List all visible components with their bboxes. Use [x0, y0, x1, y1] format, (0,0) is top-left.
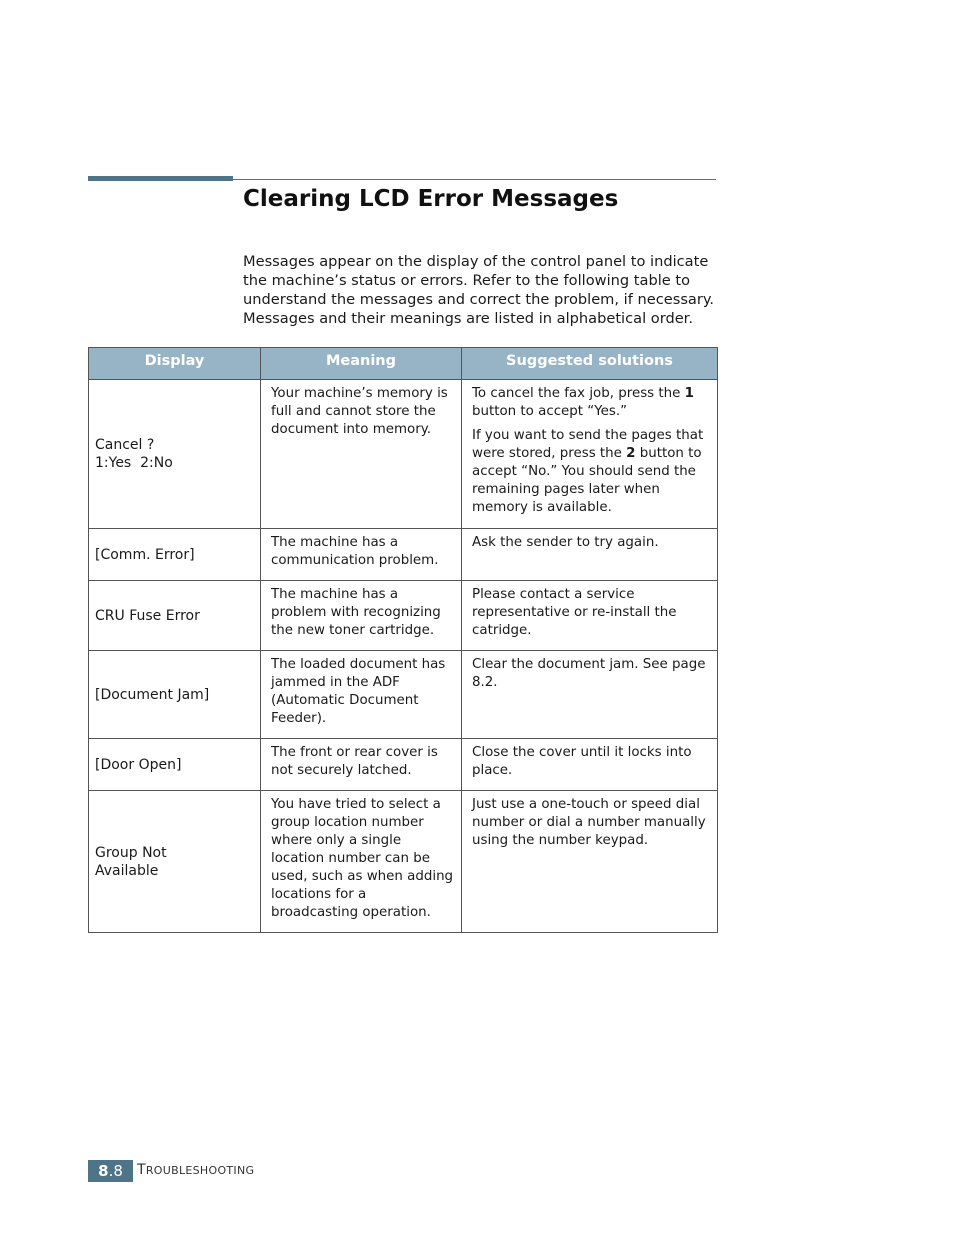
solution-cell — [462, 739, 718, 791]
meaning-cell: Your machine’s memory is full and cannot store the document into memory. — [261, 380, 462, 529]
header-meaning: Meaning — [261, 348, 462, 380]
key-label: 1 — [684, 386, 694, 401]
page-number: .8 — [108, 1162, 123, 1180]
display-text: [Document Jam] — [95, 686, 210, 703]
display-text: [Door Open] — [95, 756, 182, 773]
key-label: 2 — [626, 446, 636, 461]
solution-text: Close the cover until it locks into place. — [472, 745, 692, 778]
table-row — [89, 651, 718, 739]
table-row — [89, 739, 718, 791]
display-text: 1:Yes 2:No — [95, 455, 173, 471]
solution-cell — [462, 651, 718, 739]
display-cell — [89, 380, 261, 529]
meaning-cell: The machine has a communication problem. — [261, 529, 462, 581]
header-display: Display — [89, 348, 261, 380]
solution-text: If you want to send the pages that were stored, press the 2 button to accept “No.” You should send the remaining pages later when memory is available. — [472, 428, 704, 515]
display-text: [Comm. Error] — [95, 546, 195, 563]
table-row — [89, 529, 718, 581]
solution-text: Please contact a service representative or re-install the catridge. — [472, 587, 677, 638]
page-number-badge — [88, 1160, 133, 1182]
solution-text: To cancel the fax job, press the 1 button to accept “Yes.” — [472, 386, 694, 419]
display-cell — [89, 791, 261, 933]
table-row — [89, 380, 718, 529]
solution-cell — [462, 380, 718, 529]
display-text: Cancel ? — [95, 437, 155, 453]
chapter-number: 8 — [98, 1162, 109, 1180]
display-cell — [89, 529, 261, 581]
display-text: Group Not — [95, 844, 167, 861]
title-rule-thin — [233, 179, 716, 180]
display-cell — [89, 651, 261, 739]
page-title: Clearing LCD Error Messages — [243, 186, 619, 212]
meaning-cell: The machine has a problem with recognizing the new toner cartridge. — [261, 581, 462, 651]
solution-cell — [462, 791, 718, 933]
error-messages-table — [88, 347, 718, 933]
header-suggested-solutions: Suggested solutions — [462, 348, 718, 380]
meaning-cell: You have tried to select a group location number where only a single location number can be used, such as when adding locations for a broadcasting operation. — [261, 791, 462, 933]
intro-paragraph: Messages appear on the display of the control panel to indicate the machine’s status or errors. Refer to the following table to understand the messages and correct the problem, if necessary. Messages and their meanings are listed in alphabetical order. — [243, 253, 715, 327]
solution-text: Just use a one-touch or speed dial number or dial a number manually using the number keypad. — [472, 797, 706, 848]
table-header-row — [89, 348, 718, 380]
display-text: Available — [95, 862, 159, 879]
table-row — [89, 791, 718, 933]
table-row — [89, 581, 718, 651]
meaning-cell: The loaded document has jammed in the ADF (Automatic Document Feeder). — [261, 651, 462, 739]
solution-cell — [462, 529, 718, 581]
display-text: CRU Fuse Error — [95, 607, 200, 624]
solution-cell — [462, 581, 718, 651]
solution-text: Clear the document jam. See page 8.2. — [472, 657, 706, 690]
section-label: TROUBLESHOOTING — [137, 1162, 255, 1178]
display-cell — [89, 581, 261, 651]
title-rule-thick — [88, 176, 233, 181]
solution-text: Ask the sender to try again. — [472, 535, 659, 550]
display-cell — [89, 739, 261, 791]
meaning-cell: The front or rear cover is not securely latched. — [261, 739, 462, 791]
